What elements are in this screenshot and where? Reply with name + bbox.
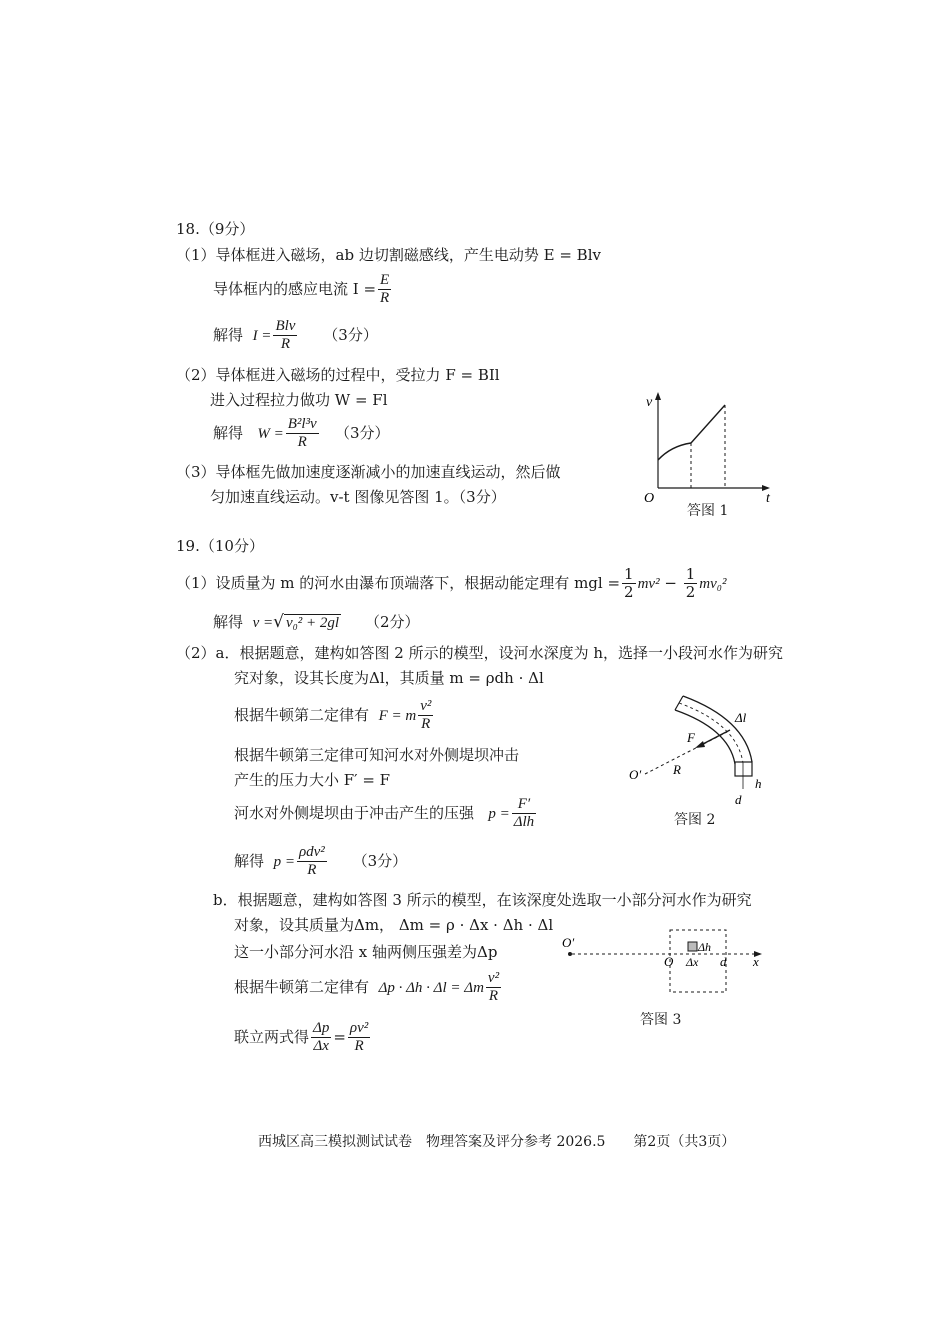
q19-a-line4: 根据牛顿第三定律可知河水对外侧堤坝冲击	[234, 746, 520, 764]
fig3-d-label: d	[720, 954, 727, 969]
q18-p1-result: 解得 I = $\frac{\text{Blv}}{R}$ （3分）	[213, 318, 378, 353]
q18-p1-score: （3分）	[323, 325, 378, 344]
fig2-caption: 答图 2	[674, 812, 716, 828]
q18-p2-result-fraction: $\frac{\text{B²l³v}}{R}$	[287, 416, 317, 451]
q19-a-line5: 产生的压力大小 F′ = F	[234, 771, 391, 789]
fig2-top-edge	[675, 696, 683, 710]
q19-p1-half-2: $\frac{1}{2}$	[685, 565, 696, 602]
sqrt-sign: √	[273, 612, 284, 632]
q19-a-pressure: 河水对外侧堤坝由于冲击产生的压强 p = $\frac{F'}{\text{Δlh}}$	[234, 796, 535, 831]
q18-p2-line1: （2）导体框进入磁场的过程中，受拉力 F = BIl	[176, 366, 500, 384]
q19-b-line3: 这一小部分河水沿 x 轴两侧压强差为Δp	[234, 943, 498, 961]
fig2-f-label: F	[687, 730, 695, 745]
q19-b-result: 联立两式得 $\frac{\Delta p}{\Delta x}$ = $\frac{\text{ρv²}}{R}$	[234, 1020, 369, 1055]
q18-p1-line1: （1）导体框进入磁场，ab 边切割磁感线，产生电动势 E = Blv	[176, 246, 601, 264]
fig3-caption: 答图 3	[640, 1012, 682, 1028]
q19-b-result-rhs: $\frac{\text{ρv²}}{R}$	[349, 1020, 369, 1055]
q19-p1-result: 解得 v =√ v₀² + 2gl （2分）	[213, 612, 420, 632]
q19-a-pressure-fraction: $\frac{F'}{\text{Δlh}}$	[513, 796, 535, 831]
q18-p1-current-fraction: $\frac{E}{R}$	[380, 272, 390, 307]
q18-p1-result-fraction: $\frac{\text{Blv}}{R}$	[275, 318, 296, 353]
q18-p3-line2: 匀加速直线运动。v-t 图像见答图 1。（3分）	[210, 488, 506, 506]
q19-a-newton2: 根据牛顿第二定律有 F = m $\frac{\text{v²}}{R}$	[234, 698, 432, 733]
q18-p2-line2: 进入过程拉力做功 W = Fl	[210, 391, 388, 409]
fig2-r-label: R	[673, 762, 681, 777]
q19-a-line2: 究对象，设其长度为Δl，其质量 m = ρdh · Δl	[234, 669, 544, 687]
fig2-inner-bank	[675, 710, 735, 764]
fig3-dh-label: Δh	[698, 940, 712, 954]
q19-b-newton2-fraction: $\frac{\text{v²}}{R}$	[487, 970, 500, 1005]
q19-a-line1: （2）a．根据题意，建构如答图 2 所示的模型，设河水深度为 h，选择一小段河水作为研究	[176, 644, 783, 662]
fig1-t-label: t	[766, 491, 770, 506]
fig3-element-square	[688, 942, 697, 951]
q18-header: 18.（9分）	[176, 220, 255, 238]
q19-a-score: （3分）	[352, 851, 408, 870]
fig1-linear-segment	[691, 405, 725, 443]
q19-p1-half-1: $\frac{1}{2}$	[624, 565, 634, 602]
q19-p1-score: （2分）	[364, 613, 420, 631]
q19-a-result: 解得 p = $\frac{\text{ρdv²}}{R}$ （3分）	[234, 844, 408, 879]
fig1-curve-segment	[658, 443, 691, 460]
fig1-v-label: v	[646, 395, 653, 410]
fig2-dl-label: Δl	[735, 710, 747, 725]
q19-b-line2: 对象，设其质量为Δm， Δm = ρ · Δx · Δh · Δl	[234, 916, 554, 934]
fig2-force-arrowhead	[695, 741, 705, 748]
page-footer: 西城区高三模拟测试试卷 物理答案及评分参考 2026.5 第2页（共3页）	[258, 1134, 736, 1150]
fig2-h-label: h	[755, 776, 762, 791]
fig1-caption: 答图 1	[687, 503, 729, 519]
fig2-cross-section	[735, 762, 752, 776]
q18-p1-line2: 导体框内的感应电流 I =	[213, 279, 377, 298]
fig3-x-label: x	[753, 954, 759, 969]
fig1-origin-label: O	[644, 491, 655, 506]
q19-b-newton2: 根据牛顿第二定律有 Δp · Δh · Δl = Δm $\frac{\text{v²}}{R}$	[234, 970, 500, 1005]
q19-header: 19.（10分）	[176, 537, 264, 555]
fig3-o-prime-label: O′	[562, 935, 575, 950]
fig3-o-prime-point	[568, 952, 572, 956]
q18-p2-score: （3分）	[335, 423, 390, 442]
q19-b-result-lhs: $\frac{\Delta p}{\Delta x}$	[313, 1020, 330, 1055]
figure-3-element-model	[560, 928, 770, 998]
fig2-o-label: O′	[629, 767, 642, 782]
fig3-o-label: O	[664, 954, 674, 969]
q19-a-newton2-fraction: $\frac{\text{v²}}{R}$	[420, 698, 432, 733]
q18-p1-current	[213, 272, 393, 308]
q18-p2-result: 解得 W = $\frac{\text{B²l³v}}{R}$ （3分）	[213, 416, 390, 451]
q19-a-result-fraction: $\frac{\text{ρdv²}}{R}$	[298, 844, 325, 879]
figure-2-river-model	[625, 684, 775, 812]
fig1-v-arrow	[655, 392, 661, 400]
fig2-d-label: d	[735, 792, 742, 807]
q18-p3-line1: （3）导体框先做加速度逐渐减小的加速直线运动，然后做	[176, 463, 561, 481]
fig3-dx-label: Δx	[686, 955, 699, 969]
q19-b-line1: b．根据题意，建构如答图 3 所示的模型，在该深度处选取一小部分河水作为研究	[213, 891, 752, 909]
fig2-outer-bank	[683, 696, 752, 762]
q19-p1-equation: （1）设质量为 m 的河水由瀑布顶端落下，根据动能定理有 mgl = $\frac{1}{2}$ mv² − $\frac{1}{2}$ mv₀²	[176, 565, 727, 602]
